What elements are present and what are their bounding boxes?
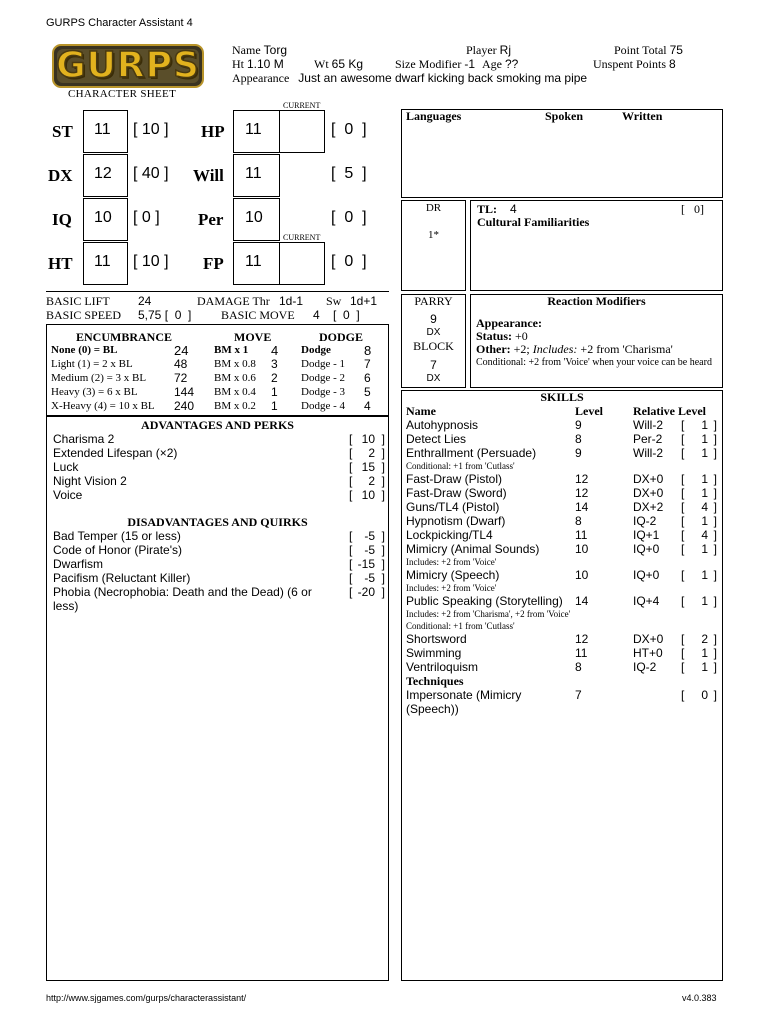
tl-value: 4: [510, 202, 517, 216]
name-value: Torg: [263, 43, 287, 57]
skill-cost-value: 1: [701, 446, 708, 460]
disadvantage-item: Code of Honor (Pirate's): [53, 543, 183, 557]
reaction-title: Reaction Modifiers: [547, 294, 646, 308]
skill-note: Includes: +2 from 'Voice': [406, 557, 497, 567]
st-cost: [ 10 ]: [133, 121, 169, 138]
per-label: Per: [198, 210, 224, 229]
disadvantage-cost: [ -5 ]: [349, 543, 385, 557]
other-label: Other:: [476, 342, 511, 356]
disadvantage-item: Phobia (Necrophobia: Death and the Dead) (6 or: [53, 585, 312, 599]
basic-speed-label: BASIC SPEED: [46, 308, 122, 322]
skill-relative-level: IQ+0: [633, 568, 660, 582]
block-label: BLOCK: [413, 339, 454, 353]
advantages-box: [46, 416, 389, 981]
skills-level-header: Level: [575, 404, 603, 418]
encumbrance-dodge-label: Dodge - 2: [301, 372, 345, 384]
skill-relative-level: DX+2: [633, 500, 664, 514]
advantage-item: Night Vision 2: [53, 474, 127, 488]
ht-value: 11: [94, 253, 111, 270]
skills-relative-header: Relative Level: [633, 404, 706, 418]
skill-cost-value: 1: [701, 418, 708, 432]
cost-value: 10: [361, 488, 375, 502]
basic-move-number: 4: [313, 308, 320, 322]
skill-level: 14: [575, 594, 589, 608]
skill-cost: [ 4 ]: [681, 528, 717, 542]
skill-cost-value: 1: [701, 432, 708, 446]
reaction-other: [476, 342, 673, 357]
dx-label: DX: [48, 166, 73, 185]
size-modifier-value: -1: [464, 57, 475, 71]
skill-level: 10: [575, 568, 589, 582]
skill-cost: [ 4 ]: [681, 500, 717, 514]
skill-name: Mimicry (Animal Sounds): [406, 542, 540, 556]
iq-label: IQ: [52, 210, 72, 229]
skill-cost: [ 1 ]: [681, 418, 717, 432]
technique-name-cont: (Speech)): [406, 702, 459, 716]
skill-note: Conditional: +1 from 'Cutlass': [406, 621, 515, 631]
skill-cost: [ 2 ]: [681, 632, 717, 646]
disadvantage-item: Bad Temper (15 or less): [53, 529, 181, 543]
skill-cost: [ 1 ]: [681, 646, 717, 660]
parry-sub: DX: [426, 327, 441, 338]
advantage-cost: [ 15 ]: [349, 460, 385, 474]
skill-level: 12: [575, 486, 589, 500]
damage-label: DAMAGE Thr: [197, 294, 270, 308]
other-rest: +2 from 'Charisma': [580, 342, 673, 356]
skill-name: Public Speaking (Storytelling): [406, 594, 563, 608]
damage-thr-value: 1d-1: [279, 294, 304, 308]
skill-cost: [ 1 ]: [681, 514, 717, 528]
name-field: [232, 43, 287, 58]
player-field: [466, 43, 511, 58]
encumbrance-move: 3: [271, 357, 278, 371]
basic-move-value: 4 [ 0 ]: [313, 308, 360, 322]
status-value: +0: [515, 329, 528, 343]
advantage-cost: [ 2 ]: [349, 474, 385, 488]
skill-relative-level: Per-2: [633, 432, 663, 446]
disadvantage-item: Pacifism (Reluctant Killer): [53, 571, 191, 585]
dx-cost-value: 40: [141, 165, 160, 182]
fp-current-box[interactable]: [279, 242, 325, 285]
parry-label: PARRY: [414, 294, 453, 308]
skill-level: 12: [575, 472, 589, 486]
iq-value: 10: [94, 209, 112, 226]
encumbrance-dodge-label: Dodge - 3: [301, 386, 345, 398]
skill-level: 11: [575, 528, 588, 542]
unspent-points-label: Unspent Points: [593, 57, 667, 71]
current-label-top: CURRENT: [283, 101, 321, 110]
skill-level: 8: [575, 660, 582, 674]
encumbrance-bm: BM x 0.8: [214, 358, 256, 370]
footer-version: v4.0.383: [682, 993, 717, 1003]
encumbrance-bm: BM x 1: [214, 344, 249, 356]
per-cost: [ 0 ]: [331, 209, 367, 226]
basic-lift-label: BASIC LIFT: [46, 294, 110, 308]
encumbrance-move: 2: [271, 371, 278, 385]
skill-relative-level: IQ+0: [633, 542, 660, 556]
cost-value: 15: [361, 460, 375, 474]
encumbrance-dodge: 7: [364, 357, 371, 371]
encumbrance-bl: 240: [174, 399, 195, 413]
st-value: 11: [94, 121, 111, 138]
skill-level: 9: [575, 418, 582, 432]
skill-cost: [ 1 ]: [681, 446, 717, 460]
move-header: MOVE: [234, 330, 272, 344]
skill-cost-value: 2: [701, 632, 708, 646]
skill-cost: [ 1 ]: [681, 660, 717, 674]
parry-value: 9: [430, 312, 437, 326]
skill-cost: [ 1 ]: [681, 594, 717, 608]
skill-relative-level: Will-2: [633, 418, 663, 432]
size-modifier-field: [395, 57, 518, 72]
point-total-label: Point Total: [614, 43, 667, 57]
cost-value: -20: [357, 585, 375, 599]
encumbrance-move: 4: [271, 343, 279, 358]
skill-cost: [ 0 ]: [681, 688, 717, 702]
skill-relative-level: DX+0: [633, 486, 664, 500]
skill-relative-level: HT+0: [633, 646, 663, 660]
skill-cost-value: 1: [701, 472, 708, 486]
dodge-header: DODGE: [319, 330, 364, 344]
skill-cost-value: 4: [701, 528, 708, 542]
encumbrance-dodge: 5: [364, 385, 371, 399]
advantage-cost: [ 10 ]: [349, 432, 385, 446]
encumbrance-move: 1: [271, 399, 278, 413]
hp-current-box[interactable]: [279, 110, 325, 153]
encumbrance-header: ENCUMBRANCE: [76, 330, 172, 344]
skill-name: Fast-Draw (Pistol): [406, 472, 503, 486]
block-value: 7: [430, 358, 437, 372]
disadvantage-cost: [ -5 ]: [349, 529, 385, 543]
disadvantage-item-cont: less): [53, 599, 79, 613]
encumbrance-dodge: 8: [364, 343, 372, 358]
encumbrance-level: None (0) = BL: [51, 344, 118, 356]
cost-value: 2: [368, 446, 375, 460]
encumbrance-level: X-Heavy (4) = 10 x BL: [51, 400, 155, 412]
skill-level: 12: [575, 632, 589, 646]
encumbrance-bl: 24: [174, 343, 189, 358]
encumbrance-level: Light (1) = 2 x BL: [51, 358, 133, 370]
encumbrance-bl: 72: [174, 371, 188, 385]
technique-name: Impersonate (Mimicry: [406, 688, 522, 702]
st-label: ST: [52, 122, 73, 141]
fp-cost: [ 0 ]: [331, 253, 367, 270]
appearance-label: Appearance: [232, 71, 290, 85]
block-sub: DX: [426, 373, 441, 384]
advantage-item: Extended Lifespan (×2): [53, 446, 178, 460]
advantages-title: ADVANTAGES AND PERKS: [141, 418, 294, 432]
encumbrance-dodge: 6: [364, 371, 371, 385]
encumbrance-bm: BM x 0.2: [214, 400, 256, 412]
age-label: Age: [482, 57, 502, 71]
skill-relative-level: IQ+4: [633, 594, 660, 608]
encumbrance-level: Heavy (3) = 6 x BL: [51, 386, 138, 398]
weight-field: [314, 57, 363, 72]
app-title: GURPS Character Assistant 4: [46, 17, 193, 29]
cost-value: 10: [361, 432, 375, 446]
advantage-cost: [ 2 ]: [349, 446, 385, 460]
skill-cost-value: 1: [701, 486, 708, 500]
hp-cost: [ 0 ]: [331, 121, 367, 138]
basic-speed-value: 5,75 [ 0 ]: [138, 308, 192, 322]
dx-value: 12: [94, 165, 112, 182]
iq-cost: [ 0 ]: [133, 209, 160, 226]
other-includes: Includes:: [532, 342, 578, 356]
tl-label: TL:: [477, 202, 498, 216]
languages-title: Languages: [406, 109, 462, 123]
encumbrance-dodge-label: Dodge - 4: [301, 400, 345, 412]
height-value: 1.10 M: [247, 57, 284, 71]
skill-name: Lockpicking/TL4: [406, 528, 493, 542]
encumbrance-move: 1: [271, 385, 278, 399]
hp-value: 11: [245, 121, 262, 138]
skill-cost-value: 1: [701, 646, 708, 660]
disadvantage-cost: [ -20 ]: [349, 585, 385, 599]
appearance-field: [232, 71, 587, 86]
appearance-value: Just an awesome dwarf kicking back smoking ma pipe: [298, 71, 588, 85]
ht-cost: [ 10 ]: [133, 253, 169, 270]
encumbrance-bl: 144: [174, 385, 195, 399]
disadvantage-cost: [ -5 ]: [349, 571, 385, 585]
cost-value: -5: [364, 529, 375, 543]
fp-cost-value: 0: [344, 253, 354, 270]
status-label: Status:: [476, 329, 513, 343]
st-cost-value: 10: [141, 121, 160, 138]
gurps-logo: [52, 44, 204, 88]
dr-value: 1*: [428, 229, 439, 241]
point-total-field: [614, 43, 683, 58]
skill-note: Conditional: +1 from 'Cutlass': [406, 461, 515, 471]
damage-sw-label: Sw: [326, 294, 342, 308]
height-field: [232, 57, 284, 72]
advantage-item: Luck: [53, 460, 79, 474]
skill-cost-value: 4: [701, 500, 708, 514]
skill-cost-value: 1: [701, 568, 708, 582]
cost-value: -5: [364, 543, 375, 557]
skill-name: Fast-Draw (Sword): [406, 486, 507, 500]
skill-relative-level: Will-2: [633, 446, 663, 460]
other-value: +2;: [513, 342, 530, 356]
skill-name: Autohypnosis: [406, 418, 479, 432]
hp-cost-value: 0: [344, 121, 354, 138]
skill-cost-value: 1: [701, 514, 708, 528]
size-modifier-label: Size Modifier: [395, 57, 462, 71]
logo-text: GURPS: [56, 45, 200, 86]
skill-name: Swimming: [406, 646, 462, 660]
skill-relative-level: DX+0: [633, 632, 664, 646]
skill-level: 14: [575, 500, 589, 514]
skill-relative-level: IQ-2: [633, 514, 657, 528]
skill-cost-value: 0: [701, 688, 708, 702]
skill-cost: [ 1 ]: [681, 568, 717, 582]
will-cost-value: 5: [344, 165, 354, 182]
weight-value: 65 Kg: [331, 57, 364, 71]
fp-value: 11: [245, 253, 262, 270]
encumbrance-bm: BM x 0.6: [214, 372, 256, 384]
skill-level: 8: [575, 514, 582, 528]
languages-spoken-header: Spoken: [545, 109, 584, 123]
skill-level: 11: [575, 646, 588, 660]
iq-cost-value: 0: [141, 209, 151, 226]
skill-cost-value: 1: [701, 660, 708, 674]
skill-cost-value: 1: [701, 542, 708, 556]
fp-label: FP: [203, 254, 224, 273]
encumbrance-level: Medium (2) = 3 x BL: [51, 372, 147, 384]
skill-cost: [ 1 ]: [681, 472, 717, 486]
cost-value: -15: [357, 557, 375, 571]
encumbrance-bl: 48: [174, 357, 188, 371]
current-label-bottom: CURRENT: [283, 233, 321, 242]
per-cost-value: 0: [344, 209, 354, 226]
skill-cost: [ 1 ]: [681, 542, 717, 556]
skill-name: Mimicry (Speech): [406, 568, 500, 582]
age-value: ??: [505, 57, 519, 71]
tl-cost-value: 0: [694, 202, 700, 216]
advantage-cost: [ 10 ]: [349, 488, 385, 502]
encumbrance-dodge: 4: [364, 399, 371, 413]
encumbrance-dodge-label: Dodge: [301, 344, 331, 356]
cultural-familiarities-label: Cultural Familiarities: [477, 215, 590, 229]
languages-written-header: Written: [622, 109, 663, 123]
attrs-divider: [46, 291, 389, 292]
name-label: Name: [232, 43, 261, 57]
cost-value: -5: [364, 571, 375, 585]
skill-relative-level: IQ+1: [633, 528, 660, 542]
skill-name: Ventriloquism: [406, 660, 479, 674]
disadvantage-item: Dwarfism: [53, 557, 103, 571]
per-value: 10: [245, 209, 263, 226]
dx-cost: [ 40 ]: [133, 165, 169, 182]
disadvantages-title: DISADVANTAGES AND QUIRKS: [127, 515, 308, 529]
advantage-item: Voice: [53, 488, 83, 502]
footer-url[interactable]: http://www.sjgames.com/gurps/characterassistant/: [46, 993, 247, 1003]
basic-speed-number: 5,75: [138, 308, 162, 322]
encumbrance-bm: BM x 0.4: [214, 386, 256, 398]
basic-lift-value: 24: [138, 294, 152, 308]
reaction-appearance: Appearance:: [476, 316, 542, 330]
player-value: Rj: [499, 43, 511, 57]
encumbrance-dodge-label: Dodge - 1: [301, 358, 345, 370]
will-cost: [ 5 ]: [331, 165, 367, 182]
techniques-label: Techniques: [406, 674, 464, 688]
skill-name: Hypnotism (Dwarf): [406, 514, 506, 528]
weight-label: Wt: [314, 57, 329, 71]
skill-name: Shortsword: [406, 632, 467, 646]
disadvantage-cost: [ -15 ]: [349, 557, 385, 571]
skill-level: 9: [575, 446, 582, 460]
cost-value: 2: [368, 474, 375, 488]
will-label: Will: [193, 166, 224, 185]
skill-cost: [ 1 ]: [681, 486, 717, 500]
height-label: Ht: [232, 57, 244, 71]
damage-sw-value: 1d+1: [350, 294, 378, 308]
unspent-points-field: [593, 57, 676, 72]
ht-label: HT: [48, 254, 73, 273]
skills-title: SKILLS: [540, 390, 584, 404]
skill-cost: [ 1 ]: [681, 432, 717, 446]
skill-relative-level: IQ-2: [633, 660, 657, 674]
reaction-conditional: Conditional: +2 from 'Voice' when your voice can be heard: [476, 357, 712, 368]
tl-cost: [ 0]: [681, 202, 704, 216]
skill-level: 10: [575, 542, 589, 556]
point-total-value: 75: [669, 43, 683, 57]
player-label: Player: [466, 43, 497, 57]
dr-label: DR: [425, 202, 442, 214]
logo-subtitle: CHARACTER SHEET: [68, 88, 177, 100]
will-value: 11: [245, 165, 262, 182]
skill-note: Includes: +2 from 'Charisma', +2 from 'Voice': [406, 609, 571, 619]
basic-speed-cost: 0: [174, 308, 182, 322]
hp-label: HP: [201, 122, 225, 141]
skill-cost-value: 1: [701, 594, 708, 608]
skill-level: 8: [575, 432, 582, 446]
technique-level: 7: [575, 688, 582, 702]
ht-cost-value: 10: [141, 253, 160, 270]
skill-name: Enthrallment (Persuade): [406, 446, 537, 460]
basic-move-cost: 0: [343, 308, 350, 322]
skill-name: Detect Lies: [406, 432, 467, 446]
skill-note: Includes: +2 from 'Voice': [406, 583, 497, 593]
skill-relative-level: DX+0: [633, 472, 664, 486]
advantage-item: Charisma 2: [53, 432, 115, 446]
skills-name-header: Name: [406, 404, 436, 418]
skill-name: Guns/TL4 (Pistol): [406, 500, 500, 514]
unspent-points-value: 8: [669, 57, 676, 71]
basic-move-label: BASIC MOVE: [221, 308, 295, 322]
